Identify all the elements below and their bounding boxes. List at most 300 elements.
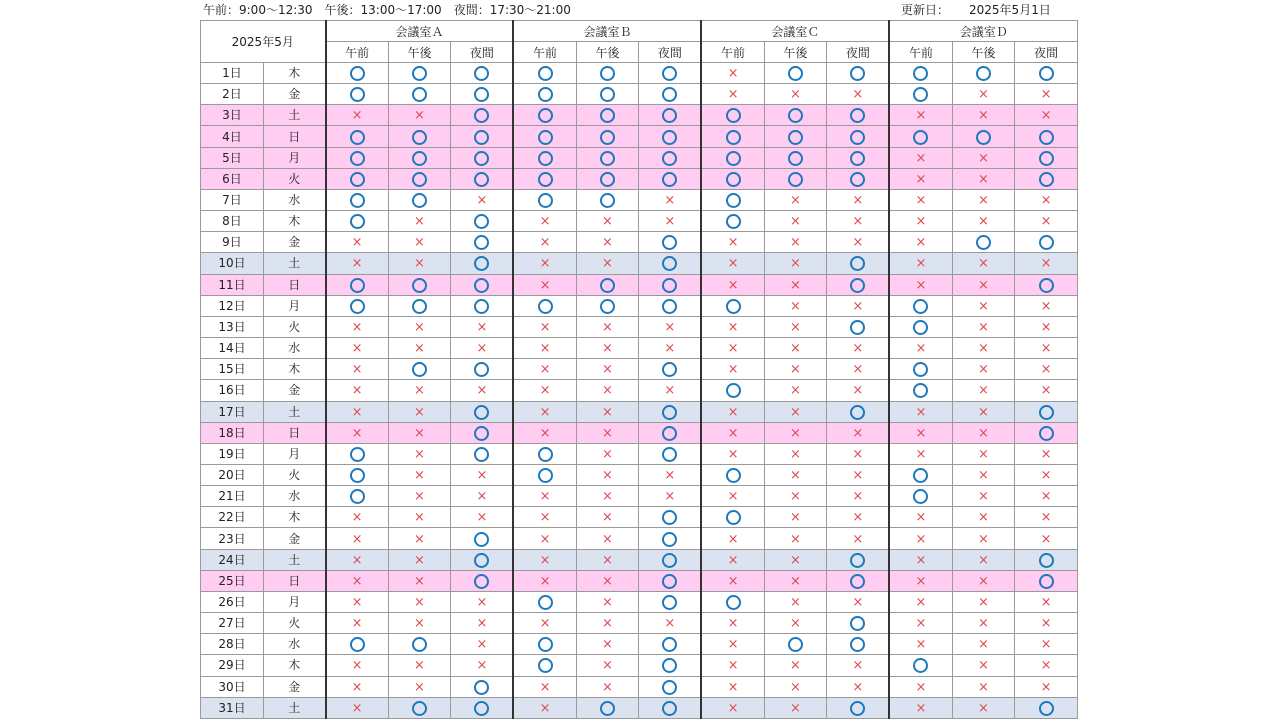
cross-icon: × bbox=[1040, 193, 1052, 209]
unavailable-cell bbox=[827, 84, 890, 105]
circle-icon bbox=[474, 151, 489, 166]
circle-icon bbox=[412, 151, 427, 166]
available-cell bbox=[326, 443, 389, 464]
cross-icon: × bbox=[414, 573, 425, 589]
available-cell bbox=[639, 84, 702, 105]
circle-icon bbox=[726, 214, 741, 229]
available-cell bbox=[451, 676, 514, 697]
date-cell: 27日 bbox=[201, 613, 264, 634]
slot-header: 午後 bbox=[764, 42, 827, 63]
weekday-cell: 日 bbox=[264, 126, 326, 147]
cross-icon: × bbox=[727, 319, 739, 335]
available-cell bbox=[639, 401, 702, 422]
circle-icon bbox=[976, 130, 991, 145]
unavailable-cell bbox=[764, 697, 827, 718]
available-cell bbox=[639, 528, 702, 549]
cross-icon: × bbox=[977, 383, 989, 399]
unavailable-cell bbox=[764, 507, 827, 528]
circle-icon bbox=[726, 383, 741, 398]
cross-icon: × bbox=[1040, 531, 1052, 547]
available-cell bbox=[326, 274, 389, 295]
room-d-header: 会議室Ｄ bbox=[889, 21, 1077, 42]
circle-icon bbox=[662, 256, 677, 271]
available-cell bbox=[326, 126, 389, 147]
unavailable-cell bbox=[576, 338, 639, 359]
circle-icon bbox=[474, 235, 489, 250]
cross-icon: × bbox=[915, 594, 927, 610]
circle-icon bbox=[1039, 172, 1054, 187]
cross-icon: × bbox=[1040, 214, 1052, 230]
circle-icon bbox=[350, 637, 365, 652]
unavailable-cell bbox=[451, 613, 514, 634]
circle-icon bbox=[662, 680, 677, 695]
circle-icon bbox=[474, 214, 489, 229]
unavailable-cell bbox=[889, 147, 952, 168]
unavailable-cell bbox=[513, 359, 576, 380]
weekday-cell: 土 bbox=[264, 105, 326, 126]
circle-icon bbox=[474, 278, 489, 293]
circle-icon bbox=[1039, 66, 1054, 81]
unavailable-cell bbox=[952, 507, 1015, 528]
circle-icon bbox=[976, 235, 991, 250]
unavailable-cell bbox=[889, 697, 952, 718]
available-cell bbox=[639, 168, 702, 189]
available-cell bbox=[639, 655, 702, 676]
table-row bbox=[201, 613, 1078, 634]
circle-icon bbox=[788, 130, 803, 145]
cross-icon: × bbox=[414, 319, 425, 335]
circle-icon bbox=[474, 299, 489, 314]
weekday-cell: 火 bbox=[264, 316, 326, 337]
cross-icon: × bbox=[977, 171, 989, 187]
unavailable-cell bbox=[827, 338, 890, 359]
available-cell bbox=[764, 105, 827, 126]
available-cell bbox=[701, 211, 764, 232]
cross-icon: × bbox=[476, 510, 488, 526]
cross-icon: × bbox=[414, 425, 425, 441]
table-row bbox=[201, 697, 1078, 718]
unavailable-cell bbox=[513, 486, 576, 507]
cross-icon: × bbox=[727, 404, 739, 420]
cross-icon: × bbox=[539, 489, 551, 505]
unavailable-cell bbox=[388, 380, 451, 401]
available-cell bbox=[639, 126, 702, 147]
unavailable-cell bbox=[326, 676, 389, 697]
cross-icon: × bbox=[915, 108, 927, 124]
available-cell bbox=[639, 232, 702, 253]
circle-icon bbox=[350, 87, 365, 102]
unavailable-cell bbox=[451, 591, 514, 612]
available-cell bbox=[388, 126, 451, 147]
available-cell bbox=[1015, 147, 1078, 168]
cross-icon: × bbox=[727, 679, 739, 695]
unavailable-cell bbox=[451, 189, 514, 210]
unavailable-cell bbox=[952, 253, 1015, 274]
weekday-cell: 木 bbox=[264, 63, 326, 84]
unavailable-cell bbox=[764, 655, 827, 676]
cross-icon: × bbox=[727, 362, 739, 378]
date-cell: 5日 bbox=[201, 147, 264, 168]
unavailable-cell bbox=[952, 295, 1015, 316]
cross-icon: × bbox=[539, 679, 551, 695]
unavailable-cell bbox=[576, 464, 639, 485]
circle-icon bbox=[788, 151, 803, 166]
unavailable-cell bbox=[388, 253, 451, 274]
unavailable-cell bbox=[952, 401, 1015, 422]
table-row bbox=[201, 253, 1078, 274]
circle-icon bbox=[350, 214, 365, 229]
circle-icon bbox=[1039, 701, 1054, 716]
table-row bbox=[201, 380, 1078, 401]
cross-icon: × bbox=[977, 573, 989, 589]
available-cell bbox=[513, 464, 576, 485]
cross-icon: × bbox=[1040, 468, 1052, 484]
cross-icon: × bbox=[852, 510, 864, 526]
unavailable-cell bbox=[764, 613, 827, 634]
available-cell bbox=[388, 634, 451, 655]
circle-icon bbox=[474, 108, 489, 123]
circle-icon bbox=[474, 66, 489, 81]
unavailable-cell bbox=[576, 316, 639, 337]
available-cell bbox=[639, 253, 702, 274]
cross-icon: × bbox=[602, 256, 613, 272]
unavailable-cell bbox=[1015, 338, 1078, 359]
circle-icon bbox=[600, 87, 615, 102]
available-cell bbox=[513, 147, 576, 168]
cross-icon: × bbox=[539, 277, 551, 293]
available-cell bbox=[1015, 697, 1078, 718]
cross-icon: × bbox=[977, 468, 989, 484]
circle-icon bbox=[538, 595, 553, 610]
unavailable-cell bbox=[701, 232, 764, 253]
cross-icon: × bbox=[727, 256, 739, 272]
unavailable-cell bbox=[889, 443, 952, 464]
date-cell: 11日 bbox=[201, 274, 264, 295]
available-cell bbox=[326, 486, 389, 507]
circle-icon bbox=[600, 108, 615, 123]
available-cell bbox=[513, 126, 576, 147]
cross-icon: × bbox=[852, 341, 864, 357]
cross-icon: × bbox=[789, 679, 801, 695]
cross-icon: × bbox=[414, 552, 425, 568]
available-cell bbox=[451, 697, 514, 718]
available-cell bbox=[451, 253, 514, 274]
cross-icon: × bbox=[539, 256, 551, 272]
unavailable-cell bbox=[701, 316, 764, 337]
available-cell bbox=[889, 359, 952, 380]
available-cell bbox=[639, 422, 702, 443]
cross-icon: × bbox=[727, 531, 739, 547]
circle-icon bbox=[600, 193, 615, 208]
cross-icon: × bbox=[977, 679, 989, 695]
available-cell bbox=[451, 549, 514, 570]
cross-icon: × bbox=[351, 658, 363, 674]
available-cell bbox=[952, 63, 1015, 84]
circle-icon bbox=[662, 108, 677, 123]
unavailable-cell bbox=[827, 676, 890, 697]
slot-header: 夜間 bbox=[1015, 42, 1078, 63]
cross-icon: × bbox=[977, 277, 989, 293]
table-row bbox=[201, 528, 1078, 549]
available-cell bbox=[639, 591, 702, 612]
circle-icon bbox=[474, 447, 489, 462]
cross-icon: × bbox=[602, 552, 613, 568]
cross-icon: × bbox=[852, 383, 864, 399]
unavailable-cell bbox=[513, 232, 576, 253]
unavailable-cell bbox=[1015, 105, 1078, 126]
available-cell bbox=[827, 401, 890, 422]
cross-icon: × bbox=[602, 531, 613, 547]
cross-icon: × bbox=[727, 87, 739, 103]
cross-icon: × bbox=[664, 341, 676, 357]
cross-icon: × bbox=[1040, 616, 1052, 632]
available-cell bbox=[326, 295, 389, 316]
cross-icon: × bbox=[351, 341, 363, 357]
cross-icon: × bbox=[977, 446, 989, 462]
unavailable-cell bbox=[576, 422, 639, 443]
available-cell bbox=[451, 63, 514, 84]
table-body bbox=[201, 63, 1078, 719]
cross-icon: × bbox=[977, 489, 989, 505]
unavailable-cell bbox=[513, 507, 576, 528]
available-cell bbox=[451, 274, 514, 295]
available-cell bbox=[451, 211, 514, 232]
cross-icon: × bbox=[977, 193, 989, 209]
available-cell bbox=[451, 443, 514, 464]
unavailable-cell bbox=[513, 401, 576, 422]
cross-icon: × bbox=[789, 341, 801, 357]
cross-icon: × bbox=[414, 594, 425, 610]
cross-icon: × bbox=[602, 341, 613, 357]
unavailable-cell bbox=[764, 676, 827, 697]
available-cell bbox=[701, 126, 764, 147]
available-cell bbox=[827, 105, 890, 126]
unavailable-cell bbox=[451, 464, 514, 485]
unavailable-cell bbox=[1015, 613, 1078, 634]
unavailable-cell bbox=[451, 634, 514, 655]
cross-icon: × bbox=[789, 425, 801, 441]
unavailable-cell bbox=[764, 570, 827, 591]
available-cell bbox=[1015, 126, 1078, 147]
available-cell bbox=[576, 105, 639, 126]
cross-icon: × bbox=[476, 319, 488, 335]
unavailable-cell bbox=[889, 613, 952, 634]
slot-header: 午前 bbox=[701, 42, 764, 63]
cross-icon: × bbox=[915, 150, 927, 166]
circle-icon bbox=[1039, 426, 1054, 441]
unavailable-cell bbox=[388, 676, 451, 697]
unavailable-cell bbox=[827, 359, 890, 380]
circle-icon bbox=[850, 172, 865, 187]
circle-icon bbox=[662, 278, 677, 293]
available-cell bbox=[639, 359, 702, 380]
date-cell: 4日 bbox=[201, 126, 264, 147]
available-cell bbox=[1015, 232, 1078, 253]
date-cell: 14日 bbox=[201, 338, 264, 359]
circle-icon bbox=[350, 278, 365, 293]
date-cell: 19日 bbox=[201, 443, 264, 464]
circle-icon bbox=[600, 299, 615, 314]
cross-icon: × bbox=[977, 594, 989, 610]
circle-icon bbox=[1039, 574, 1054, 589]
weekday-cell: 水 bbox=[264, 634, 326, 655]
available-cell bbox=[889, 464, 952, 485]
table-row bbox=[201, 359, 1078, 380]
available-cell bbox=[639, 63, 702, 84]
circle-icon bbox=[662, 595, 677, 610]
unavailable-cell bbox=[388, 464, 451, 485]
unavailable-cell bbox=[576, 359, 639, 380]
table-row bbox=[201, 316, 1078, 337]
cross-icon: × bbox=[1040, 679, 1052, 695]
circle-icon bbox=[350, 193, 365, 208]
table-row bbox=[201, 63, 1078, 84]
cross-icon: × bbox=[789, 319, 801, 335]
cross-icon: × bbox=[351, 552, 363, 568]
unavailable-cell bbox=[889, 570, 952, 591]
cross-icon: × bbox=[789, 404, 801, 420]
unavailable-cell bbox=[326, 507, 389, 528]
unavailable-cell bbox=[513, 338, 576, 359]
available-cell bbox=[827, 613, 890, 634]
unavailable-cell bbox=[889, 232, 952, 253]
cross-icon: × bbox=[915, 341, 927, 357]
cross-icon: × bbox=[602, 362, 613, 378]
available-cell bbox=[1015, 168, 1078, 189]
unavailable-cell bbox=[701, 676, 764, 697]
cross-icon: × bbox=[915, 404, 927, 420]
cross-icon: × bbox=[602, 510, 613, 526]
cross-icon: × bbox=[915, 425, 927, 441]
cross-icon: × bbox=[727, 700, 739, 716]
available-cell bbox=[701, 168, 764, 189]
cross-icon: × bbox=[852, 531, 864, 547]
date-cell: 3日 bbox=[201, 105, 264, 126]
cross-icon: × bbox=[664, 489, 676, 505]
cross-icon: × bbox=[539, 383, 551, 399]
cross-icon: × bbox=[915, 637, 927, 653]
cross-icon: × bbox=[351, 404, 363, 420]
cross-icon: × bbox=[476, 468, 488, 484]
circle-icon bbox=[474, 130, 489, 145]
available-cell bbox=[576, 189, 639, 210]
date-cell: 12日 bbox=[201, 295, 264, 316]
cross-icon: × bbox=[539, 552, 551, 568]
cross-icon: × bbox=[789, 298, 801, 314]
available-cell bbox=[952, 126, 1015, 147]
date-cell: 22日 bbox=[201, 507, 264, 528]
cross-icon: × bbox=[789, 277, 801, 293]
unavailable-cell bbox=[576, 380, 639, 401]
unavailable-cell bbox=[889, 168, 952, 189]
date-cell: 8日 bbox=[201, 211, 264, 232]
available-cell bbox=[513, 591, 576, 612]
circle-icon bbox=[538, 468, 553, 483]
cross-icon: × bbox=[789, 510, 801, 526]
unavailable-cell bbox=[952, 338, 1015, 359]
unavailable-cell bbox=[388, 422, 451, 443]
available-cell bbox=[701, 380, 764, 401]
available-cell bbox=[701, 189, 764, 210]
cross-icon: × bbox=[351, 531, 363, 547]
cross-icon: × bbox=[351, 362, 363, 378]
unavailable-cell bbox=[701, 570, 764, 591]
available-cell bbox=[388, 697, 451, 718]
circle-icon bbox=[913, 362, 928, 377]
circle-icon bbox=[850, 574, 865, 589]
weekday-cell: 土 bbox=[264, 401, 326, 422]
circle-icon bbox=[976, 66, 991, 81]
available-cell bbox=[513, 168, 576, 189]
circle-icon bbox=[726, 299, 741, 314]
available-cell bbox=[701, 105, 764, 126]
circle-icon bbox=[726, 468, 741, 483]
available-cell bbox=[952, 232, 1015, 253]
circle-icon bbox=[474, 362, 489, 377]
unavailable-cell bbox=[889, 338, 952, 359]
cross-icon: × bbox=[476, 594, 488, 610]
available-cell bbox=[889, 655, 952, 676]
unavailable-cell bbox=[701, 63, 764, 84]
unavailable-cell bbox=[952, 697, 1015, 718]
unavailable-cell bbox=[701, 549, 764, 570]
available-cell bbox=[701, 507, 764, 528]
cross-icon: × bbox=[476, 193, 488, 209]
unavailable-cell bbox=[764, 591, 827, 612]
unavailable-cell bbox=[764, 274, 827, 295]
available-cell bbox=[388, 84, 451, 105]
cross-icon: × bbox=[602, 404, 613, 420]
unavailable-cell bbox=[326, 655, 389, 676]
cross-icon: × bbox=[351, 616, 363, 632]
cross-icon: × bbox=[727, 277, 739, 293]
unavailable-cell bbox=[1015, 676, 1078, 697]
circle-icon bbox=[913, 383, 928, 398]
cross-icon: × bbox=[852, 193, 864, 209]
available-cell bbox=[764, 168, 827, 189]
cross-icon: × bbox=[727, 446, 739, 462]
available-cell bbox=[451, 570, 514, 591]
cross-icon: × bbox=[915, 531, 927, 547]
unavailable-cell bbox=[326, 549, 389, 570]
unavailable-cell bbox=[388, 338, 451, 359]
unavailable-cell bbox=[388, 232, 451, 253]
date-cell: 29日 bbox=[201, 655, 264, 676]
cross-icon: × bbox=[852, 425, 864, 441]
unavailable-cell bbox=[701, 613, 764, 634]
unavailable-cell bbox=[1015, 464, 1078, 485]
unavailable-cell bbox=[388, 528, 451, 549]
cross-icon: × bbox=[789, 594, 801, 610]
circle-icon bbox=[850, 108, 865, 123]
available-cell bbox=[513, 443, 576, 464]
cross-icon: × bbox=[539, 425, 551, 441]
unavailable-cell bbox=[952, 211, 1015, 232]
table-row bbox=[201, 295, 1078, 316]
cross-icon: × bbox=[852, 298, 864, 314]
unavailable-cell bbox=[513, 570, 576, 591]
unavailable-cell bbox=[576, 211, 639, 232]
cross-icon: × bbox=[977, 214, 989, 230]
weekday-cell: 木 bbox=[264, 507, 326, 528]
circle-icon bbox=[850, 66, 865, 81]
table-row bbox=[201, 274, 1078, 295]
circle-icon bbox=[538, 637, 553, 652]
hours-text: 午前：9:00～12:30 午後：13:00～17:00 夜間：17:30～21:00 bbox=[203, 3, 571, 17]
circle-icon bbox=[1039, 130, 1054, 145]
circle-icon bbox=[474, 256, 489, 271]
available-cell bbox=[576, 697, 639, 718]
